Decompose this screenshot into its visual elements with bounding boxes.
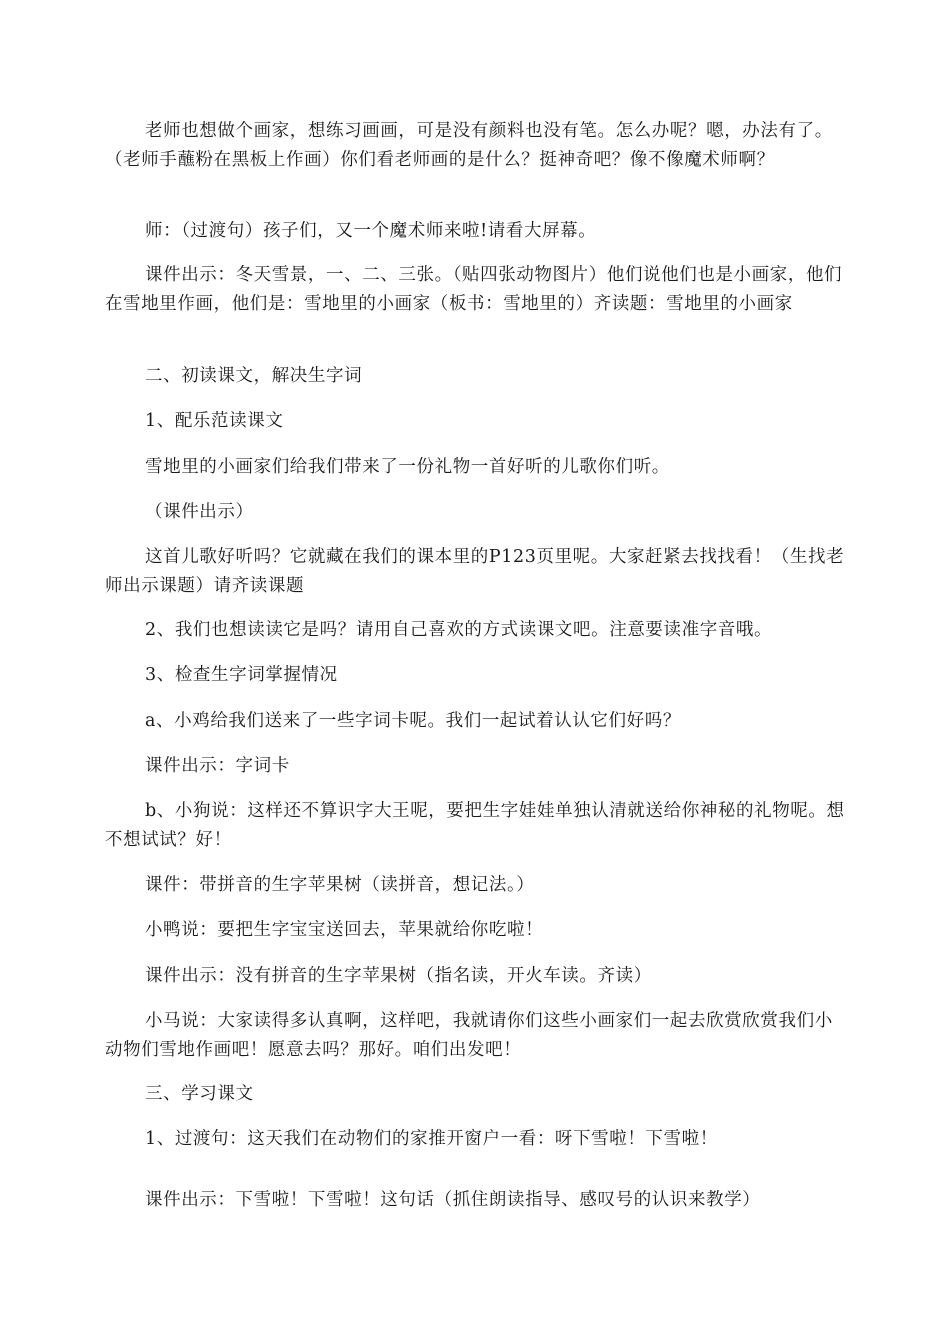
paragraph-step-3: 3、检查生字词掌握情况	[145, 665, 338, 685]
paragraph-intro: 老师也想做个画家，想练习画画，可是没有颜料也没有笔。怎么办呢？嗯，办法有了。（老师手蘸粉在黑板上作画）你们看老师画的是什么？挺神奇吧？像不像魔术师啊？	[105, 121, 833, 170]
paragraph-find-page: 这首儿歌好听吗？它就藏在我们的课本里的P123页里呢。大家赶紧去找找看！（生找老师出示课题）请齐读课题	[105, 547, 845, 596]
paragraph-step-1: 1、配乐范读课文	[145, 411, 284, 431]
paragraph-word-cards: 课件出示：字词卡	[145, 756, 290, 776]
paragraph-duck: 小鸭说：要把生字宝宝送回去，苹果就给你吃啦！	[145, 920, 544, 940]
paragraph-step-a: a、小鸡给我们送来了一些字词卡呢。我们一起试着认认它们好吗？	[145, 711, 681, 731]
paragraph-step-2: 2、我们也想读读它是吗？请用自己喜欢的方式读课文吧。注意要读准字音哦。	[145, 620, 773, 640]
paragraph-horse: 小马说：大家读得多认真啊，这样吧，我就请你们这些小画家们一起去欣赏欣赏我们小动物们雪地作画吧！愿意去吗？那好。咱们出发吧！	[105, 1011, 833, 1060]
section-heading-first-reading: 二、初读课文，解决生字词	[145, 366, 363, 386]
paragraph-gift-song: 雪地里的小画家们给我们带来了一份礼物一首好听的儿歌你们听。	[145, 457, 670, 477]
paragraph-apple-tree-no-pinyin: 课件出示：没有拼音的生字苹果树（指名读，开火车读。齐读）	[145, 966, 652, 986]
paragraph-lesson-step-1: 1、过渡句：这天我们在动物们的家推开窗户一看：呀下雪啦！下雪啦！	[145, 1129, 718, 1149]
paragraph-apple-tree-pinyin: 课件：带拼音的生字苹果树（读拼音，想记法。）	[145, 875, 535, 895]
paragraph-courseware-snowing: 课件出示：下雪啦！下雪啦！这句话（抓住朗读指导、感叹号的认识来教学）	[145, 1190, 761, 1210]
paragraph-transition: 师：（过渡句）孩子们，又一个魔术师来啦!请看大屏幕。	[145, 221, 597, 241]
paragraph-courseware-note: （课件出示）	[145, 502, 254, 522]
paragraph-courseware-snow: 课件出示：冬天雪景，一、二、三张。（贴四张动物图片）他们说他们也是小画家，他们在雪地里作画，他们是：雪地里的小画家（板书：雪地里的）齐读题：雪地里的小画家	[105, 265, 843, 314]
section-heading-learn-text: 三、学习课文	[145, 1084, 254, 1104]
paragraph-step-b: b、小狗说：这样还不算识字大王呢，要把生字娃娃单独认清就送给你神秘的礼物呢。想不想试试？好！	[105, 801, 845, 850]
